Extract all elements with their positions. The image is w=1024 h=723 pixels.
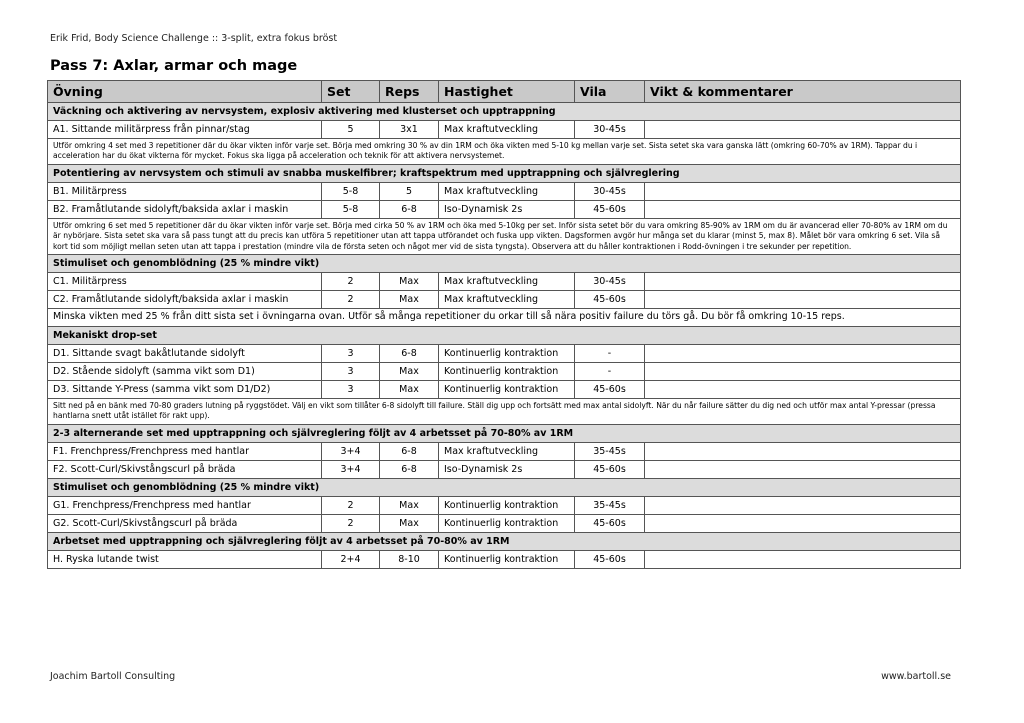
page-title: Pass 7: Axlar, armar och mage — [50, 58, 298, 74]
footer-website: www.bartoll.se — [881, 671, 951, 682]
speed-cell: Max kraftutveckling — [439, 291, 575, 309]
reps-cell: 6-8 — [380, 442, 439, 460]
exercise-row — [48, 496, 961, 514]
reps-cell: 6-8 — [380, 345, 439, 363]
document-header: Erik Frid, Body Science Challenge :: 3-split, extra fokus bröst — [50, 33, 338, 44]
speed-cell: Iso-Dynamisk 2s — [439, 460, 575, 478]
comment-cell — [645, 182, 961, 200]
exercise-row — [48, 273, 961, 291]
section-heading-row — [48, 478, 961, 496]
exercise-row — [48, 363, 961, 381]
exercise-cell: G2. Scott-Curl/Skivstångscurl på bräda — [48, 514, 322, 532]
rest-cell: - — [575, 363, 645, 381]
exercise-cell: G1. Frenchpress/Frenchpress med hantlar — [48, 496, 322, 514]
speed-cell: Kontinuerlig kontraktion — [439, 550, 575, 568]
reps-cell: Max — [380, 381, 439, 399]
speed-cell: Max kraftutveckling — [439, 121, 575, 139]
exercise-row — [48, 345, 961, 363]
reps-cell: 5 — [380, 182, 439, 200]
set-cell: 3 — [322, 381, 380, 399]
section-heading-row — [48, 103, 961, 121]
exercise-cell: C2. Framåtlutande sidolyft/baksida axlar i maskin — [48, 291, 322, 309]
section-note-row — [48, 399, 961, 425]
exercise-row — [48, 550, 961, 568]
set-cell: 2 — [322, 273, 380, 291]
exercise-row — [48, 460, 961, 478]
table-body — [48, 103, 961, 569]
exercise-cell: B2. Framåtlutande sidolyft/baksida axlar i maskin — [48, 200, 322, 218]
set-cell: 2 — [322, 291, 380, 309]
section-heading: Potentiering av nervsystem och stimuli av snabba muskelfibrer; kraftspektrum med upptrappning och självreglering — [48, 164, 961, 182]
comment-cell — [645, 291, 961, 309]
set-cell: 3+4 — [322, 460, 380, 478]
column-header-speed: Hastighet — [439, 81, 575, 103]
speed-cell: Kontinuerlig kontraktion — [439, 514, 575, 532]
rest-cell: 45-60s — [575, 550, 645, 568]
exercise-cell: D2. Stående sidolyft (samma vikt som D1) — [48, 363, 322, 381]
speed-cell: Max kraftutveckling — [439, 273, 575, 291]
rest-cell: - — [575, 345, 645, 363]
workout-table — [47, 80, 961, 569]
speed-cell: Kontinuerlig kontraktion — [439, 381, 575, 399]
section-heading-row — [48, 532, 961, 550]
rest-cell: 30-45s — [575, 121, 645, 139]
comment-cell — [645, 514, 961, 532]
column-header-weight-comments: Vikt & kommentarer — [645, 81, 961, 103]
rest-cell: 45-60s — [575, 514, 645, 532]
speed-cell: Max kraftutveckling — [439, 442, 575, 460]
table-header-row — [48, 81, 961, 103]
speed-cell: Iso-Dynamisk 2s — [439, 200, 575, 218]
section-heading-row — [48, 164, 961, 182]
rest-cell: 35-45s — [575, 442, 645, 460]
comment-cell — [645, 363, 961, 381]
comment-cell — [645, 381, 961, 399]
comment-cell — [645, 345, 961, 363]
rest-cell: 45-60s — [575, 200, 645, 218]
reps-cell: Max — [380, 514, 439, 532]
exercise-row — [48, 121, 961, 139]
exercise-row — [48, 182, 961, 200]
set-cell: 5 — [322, 121, 380, 139]
comment-cell — [645, 200, 961, 218]
speed-cell: Kontinuerlig kontraktion — [439, 363, 575, 381]
rest-cell: 30-45s — [575, 182, 645, 200]
section-heading: Väckning och aktivering av nervsystem, explosiv aktivering med klusterset och upptrappning — [48, 103, 961, 121]
comment-cell — [645, 273, 961, 291]
section-heading: Arbetset med upptrappning och självreglering följt av 4 arbetsset på 70-80% av 1RM — [48, 532, 961, 550]
reps-cell: Max — [380, 291, 439, 309]
column-header-exercise: Övning — [48, 81, 322, 103]
comment-cell — [645, 496, 961, 514]
set-cell: 2 — [322, 496, 380, 514]
exercise-cell: B1. Militärpress — [48, 182, 322, 200]
exercise-cell: D1. Sittande svagt bakåtlutande sidolyft — [48, 345, 322, 363]
rest-cell: 45-60s — [575, 291, 645, 309]
set-cell: 3+4 — [322, 442, 380, 460]
column-header-reps: Reps — [380, 81, 439, 103]
section-heading: Stimuliset och genomblödning (25 % mindre vikt) — [48, 255, 961, 273]
section-heading-row — [48, 424, 961, 442]
reps-cell: 8-10 — [380, 550, 439, 568]
set-cell: 5-8 — [322, 182, 380, 200]
exercise-row — [48, 514, 961, 532]
comment-cell — [645, 442, 961, 460]
rest-cell: 35-45s — [575, 496, 645, 514]
rest-cell: 30-45s — [575, 273, 645, 291]
rest-cell: 45-60s — [575, 460, 645, 478]
set-cell: 3 — [322, 363, 380, 381]
exercise-row — [48, 291, 961, 309]
exercise-cell: F2. Scott-Curl/Skivstångscurl på bräda — [48, 460, 322, 478]
reps-cell: 6-8 — [380, 200, 439, 218]
exercise-cell: F1. Frenchpress/Frenchpress med hantlar — [48, 442, 322, 460]
section-note-row — [48, 309, 961, 327]
section-heading: Mekaniskt drop-set — [48, 327, 961, 345]
set-cell: 2 — [322, 514, 380, 532]
column-header-set: Set — [322, 81, 380, 103]
section-heading-row — [48, 255, 961, 273]
section-heading: 2-3 alternerande set med upptrappning och självreglering följt av 4 arbetsset på 70-80% av 1RM — [48, 424, 961, 442]
reps-cell: Max — [380, 363, 439, 381]
speed-cell: Kontinuerlig kontraktion — [439, 496, 575, 514]
column-header-rest: Vila — [575, 81, 645, 103]
section-note-row — [48, 218, 961, 254]
exercise-row — [48, 200, 961, 218]
section-note: Minska vikten med 25 % från ditt sista set i övningarna ovan. Utför så många repetitioner du orkar till så nära positiv failure du törs gå. Du bör få omkring 10-15 reps. — [48, 309, 961, 327]
section-note: Sitt ned på en bänk med 70-80 graders lutning på ryggstödet. Välj en vikt som tillåter 6-8 sidolyft till failure. Ställ dig upp och fortsätt med max antal sidolyft. När du når failure sätter du dig ned och utför max antal Y-pressar (pressa hantlarna snett utåt istället för rakt upp). — [48, 399, 961, 425]
comment-cell — [645, 121, 961, 139]
comment-cell — [645, 460, 961, 478]
set-cell: 5-8 — [322, 200, 380, 218]
exercise-row — [48, 442, 961, 460]
exercise-cell: H. Ryska lutande twist — [48, 550, 322, 568]
footer-company: Joachim Bartoll Consulting — [50, 671, 176, 682]
section-note: Utför omkring 4 set med 3 repetitioner där du ökar vikten inför varje set. Börja med omkring 30 % av din 1RM och öka vikten med 5-10 kg mellan varje set. Sista setet ska vara ganska lätt (omkring 60-70% av 1RM). Tappar du i acceleration har du ökat vikterna för mycket. Fokus ska ligga på acceleration och teknik för att aktivera nervsystemet. — [48, 139, 961, 165]
exercise-cell: D3. Sittande Y-Press (samma vikt som D1/D2) — [48, 381, 322, 399]
section-heading: Stimuliset och genomblödning (25 % mindre vikt) — [48, 478, 961, 496]
speed-cell: Max kraftutveckling — [439, 182, 575, 200]
set-cell: 2+4 — [322, 550, 380, 568]
exercise-row — [48, 381, 961, 399]
reps-cell: Max — [380, 273, 439, 291]
reps-cell: Max — [380, 496, 439, 514]
section-note: Utför omkring 6 set med 5 repetitioner där du ökar vikten inför varje set. Börja med cirka 50 % av 1RM och öka med 5-10kg per set. Inför sista setet bör du vara omkring 85-90% av 1RM om du är avancerad eller 70-80% av 1RM om du är nybörjare. Sista setet ska vara så pass tungt att du precis kan utföra 5 repetitioner utan att tappa utförandet och fuska upp vikten. Dagsformen avgör hur många set du klarar (minst 5, max 8). Målet bör vara omkring 6 set. Vila så kort tid som möjligt mellan seten utan att tappa i prestation (mindre vila de första seten och något mer vid de sista tyngsta). Observera att du håller kontraktionen i Rodd-övningen i tre sekunder per repetition. — [48, 218, 961, 254]
reps-cell: 6-8 — [380, 460, 439, 478]
speed-cell: Kontinuerlig kontraktion — [439, 345, 575, 363]
exercise-cell: C1. Militärpress — [48, 273, 322, 291]
exercise-cell: A1. Sittande militärpress från pinnar/stag — [48, 121, 322, 139]
rest-cell: 45-60s — [575, 381, 645, 399]
reps-cell: 3x1 — [380, 121, 439, 139]
set-cell: 3 — [322, 345, 380, 363]
section-heading-row — [48, 327, 961, 345]
comment-cell — [645, 550, 961, 568]
section-note-row — [48, 139, 961, 165]
